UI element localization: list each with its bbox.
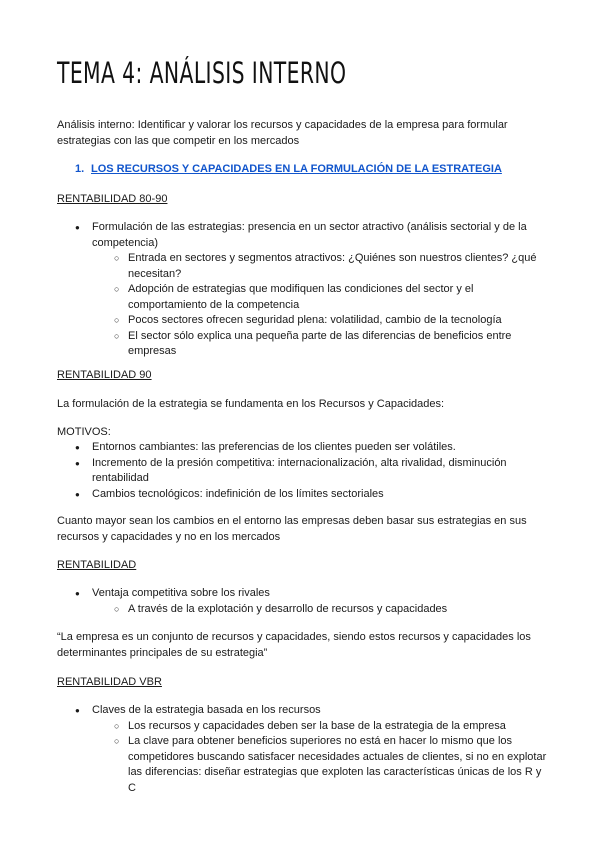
rentabilidad-list [57, 586, 547, 617]
list-item: ● Claves de la estrategia basada en los recursos [57, 703, 547, 719]
list-item: ○ Adopción de estrategias que modifiquen las condiciones del sector y el comportamiento de la competencia [57, 282, 547, 313]
list-item: ○ La clave para obtener beneficios superiores no está en hacer lo mismo que los competidores buscando satisfacer necesidades actuales de clientes, si no en explotar las diferencias: diseñar estrategias que exploten las características únicas de los R y C [57, 734, 547, 796]
list-item: ● Formulación de las estrategias: presencia en un sector atractivo (análisis sectorial y de la competencia) [57, 220, 547, 251]
list-item: ● Cambios tecnológicos: indefinición de los límites sectoriales [57, 487, 547, 503]
list-item: ○ A través de la explotación y desarrollo de recursos y capacidades [57, 602, 547, 618]
vbr-list [57, 703, 547, 796]
intro-paragraph: Análisis interno: Identificar y valorar los recursos y capacidades de la empresa para formular estrategias con las que competir en los mercados [57, 119, 508, 147]
motivos-label: MOTIVOS: [57, 426, 111, 438]
list-item: ○ Los recursos y capacidades deben ser la base de la estrategia de la empresa [57, 719, 547, 735]
section-number: 1. [75, 163, 85, 175]
section-heading-1 [75, 163, 502, 175]
rc-paragraph: La formulación de la estrategia se fundamenta en los Recursos y Capacidades: [57, 398, 445, 410]
quote-paragraph: “La empresa es un conjunto de recursos y capacidades, siendo estos recursos y capacidades los determinantes principales de su estrategia” [57, 631, 531, 659]
section-label-vbr: RENTABILIDAD VBR [57, 676, 162, 688]
section-label-rentabilidad: RENTABILIDAD [57, 559, 137, 571]
list-item: ● Incremento de la presión competitiva: internacionalización, alta rivalidad, disminución rentabilidad [57, 456, 547, 487]
conclusion-paragraph: Cuanto mayor sean los cambios en el entorno las empresas deben basar sus estrategias en sus recursos y capacidades y no en los mercados [57, 515, 527, 543]
list-item: ● Entornos cambiantes: las preferencias de los clientes pueden ser volátiles. [57, 440, 547, 456]
section-heading-link[interactable]: LOS RECURSOS Y CAPACIDADES EN LA FORMULACIÓN DE LA ESTRATEGIA [91, 163, 502, 175]
list-item: ○ El sector sólo explica una pequeña parte de las diferencias de beneficios entre empresas [57, 329, 547, 360]
list-80-90 [57, 220, 547, 360]
section-label-80-90: RENTABILIDAD 80-90 [57, 193, 168, 205]
list-item: ● Ventaja competitiva sobre los rivales [57, 586, 547, 602]
list-item: ○ Pocos sectores ofrecen seguridad plena: volatilidad, cambio de la tecnología [57, 313, 547, 329]
page-title: TEMA 4: ANÁLISIS INTERNO [57, 56, 347, 90]
list-item: ○ Entrada en sectores y segmentos atractivos: ¿Quiénes son nuestros clientes? ¿qué necesitan? [57, 251, 547, 282]
section-label-90: RENTABILIDAD 90 [57, 369, 152, 381]
motivos-list [57, 440, 547, 502]
